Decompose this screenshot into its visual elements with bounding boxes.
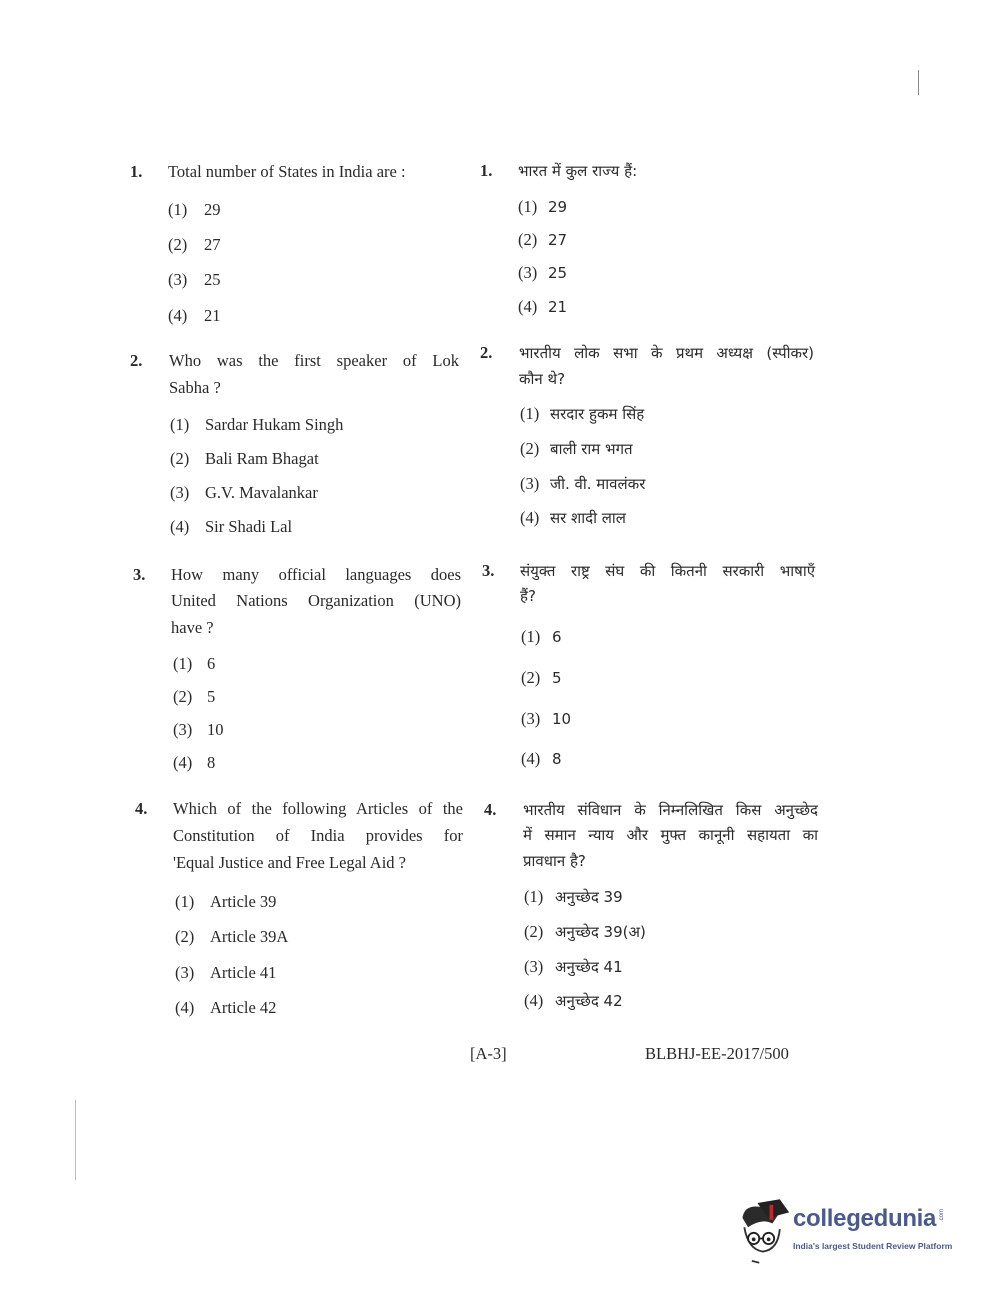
scan-edge-line [918, 70, 919, 95]
collegedunia-logo [735, 1195, 975, 1270]
option-label: (4) [175, 998, 195, 1017]
question-number: 4. [135, 799, 148, 818]
option-text: Article 39 [210, 892, 277, 911]
option-label: (1) [521, 627, 541, 646]
option-text: अनुच्छेद 41 [555, 958, 623, 976]
question-text-line: भारतीय लोक सभा के प्रथम अध्यक्ष (स्पीकर) [519, 344, 814, 362]
option-label: (4) [170, 517, 190, 536]
option-text: Article 42 [210, 998, 277, 1017]
page-number: [A-3] [470, 1044, 507, 1063]
option-label: (1) [173, 654, 193, 673]
option-text: 6 [207, 654, 216, 673]
option-text: Bali Ram Bhagat [205, 449, 319, 468]
option-text: 5 [207, 687, 216, 706]
option-label: (4) [520, 508, 540, 527]
option-text: अनुच्छेद 39(अ) [555, 923, 646, 941]
question-number: 1. [480, 161, 493, 180]
question-text-line: भारतीय संविधान के निम्नलिखित किस अनुच्छेद [523, 801, 818, 819]
question-text-line: कौन थे? [519, 370, 566, 388]
option-text: 29 [204, 200, 221, 219]
option-label: (1) [175, 892, 195, 911]
option-text: Sardar Hukam Singh [205, 415, 344, 434]
logo-tagline: India's largest Student Review Platform [793, 1241, 953, 1251]
question-text-line: How many official languages does [171, 565, 461, 584]
question-number: 3. [482, 561, 495, 580]
option-label: (3) [518, 263, 538, 282]
option-text: अनुच्छेद 39 [555, 888, 623, 906]
option-label: (3) [524, 957, 544, 976]
option-text: अनुच्छेद 42 [555, 992, 623, 1010]
option-label: (3) [168, 270, 188, 289]
question-text-line: Total number of States in India are : [168, 162, 406, 181]
question-number: 1. [130, 162, 143, 181]
option-label: (4) [168, 306, 188, 325]
option-label: (2) [518, 230, 538, 249]
question-number: 3. [133, 565, 146, 584]
option-label: (2) [170, 449, 190, 468]
scan-edge-line [75, 1100, 76, 1180]
option-text: 10 [207, 720, 224, 739]
option-text: बाली राम भगत [550, 440, 633, 458]
option-text: 6 [552, 628, 562, 646]
question-text-line: प्रावधान है? [523, 852, 586, 870]
option-text: 27 [204, 235, 221, 254]
option-label: (1) [520, 404, 540, 423]
option-text: 27 [548, 231, 568, 249]
option-label: (3) [170, 483, 190, 502]
option-label: (2) [175, 927, 195, 946]
option-text: 21 [548, 298, 568, 316]
option-label: (3) [521, 709, 541, 728]
question-text-line: have ? [171, 618, 214, 637]
question-text-line: हैं? [520, 587, 536, 605]
option-text: 8 [552, 750, 562, 768]
option-label: (4) [524, 991, 544, 1010]
option-text: Sir Shadi Lal [205, 517, 293, 536]
option-label: (2) [521, 668, 541, 687]
option-text: 5 [552, 669, 562, 687]
question-number: 2. [480, 343, 493, 362]
option-text: 25 [548, 264, 568, 282]
logo-suffix: .com [939, 1209, 945, 1223]
question-text-line: Who was the first speaker of Lok [169, 351, 459, 370]
option-label: (1) [170, 415, 190, 434]
option-label: (4) [173, 753, 193, 772]
option-label: (1) [524, 887, 544, 906]
option-label: (1) [168, 200, 188, 219]
question-text-line: Which of the following Articles of the [173, 799, 463, 818]
option-label: (1) [518, 197, 538, 216]
option-text: सरदार हुकम सिंह [550, 405, 645, 423]
question-number: 4. [484, 800, 497, 819]
question-text-line: Sabha ? [169, 378, 221, 397]
paper-code: BLBHJ-EE-2017/500 [645, 1044, 789, 1063]
question-text-line: United Nations Organization (UNO) [171, 591, 461, 610]
question-text-line: भारत में कुल राज्य हैं: [518, 162, 638, 180]
option-text: 21 [204, 306, 221, 325]
option-text: 29 [548, 198, 568, 216]
question-text-line: Constitution of India provides for [173, 826, 463, 845]
option-text: Article 41 [210, 963, 277, 982]
option-label: (3) [175, 963, 195, 982]
option-label: (3) [520, 474, 540, 493]
option-text: 25 [204, 270, 221, 289]
option-text: Article 39A [210, 927, 289, 946]
question-number: 2. [130, 351, 143, 370]
option-label: (2) [173, 687, 193, 706]
option-label: (2) [520, 439, 540, 458]
option-text: जी. वी. मावलंकर [550, 475, 646, 493]
option-label: (3) [173, 720, 193, 739]
option-text: 8 [207, 753, 216, 772]
option-label: (4) [518, 297, 538, 316]
option-label: (4) [521, 749, 541, 768]
option-label: (2) [524, 922, 544, 941]
logo-wordmark: collegedunia [793, 1205, 937, 1232]
option-text: सर शादी लाल [550, 509, 626, 527]
option-text: 10 [552, 710, 572, 728]
question-text-line: में समान न्याय और मुफ्त कानूनी सहायता का [523, 826, 818, 844]
question-text-line: 'Equal Justice and Free Legal Aid ? [173, 853, 406, 872]
option-label: (2) [168, 235, 188, 254]
option-text: G.V. Mavalankar [205, 483, 318, 502]
question-text-line: संयुक्त राष्ट्र संघ की कितनी सरकारी भाषाएँ [520, 562, 815, 580]
mascot-icon [735, 1195, 791, 1267]
